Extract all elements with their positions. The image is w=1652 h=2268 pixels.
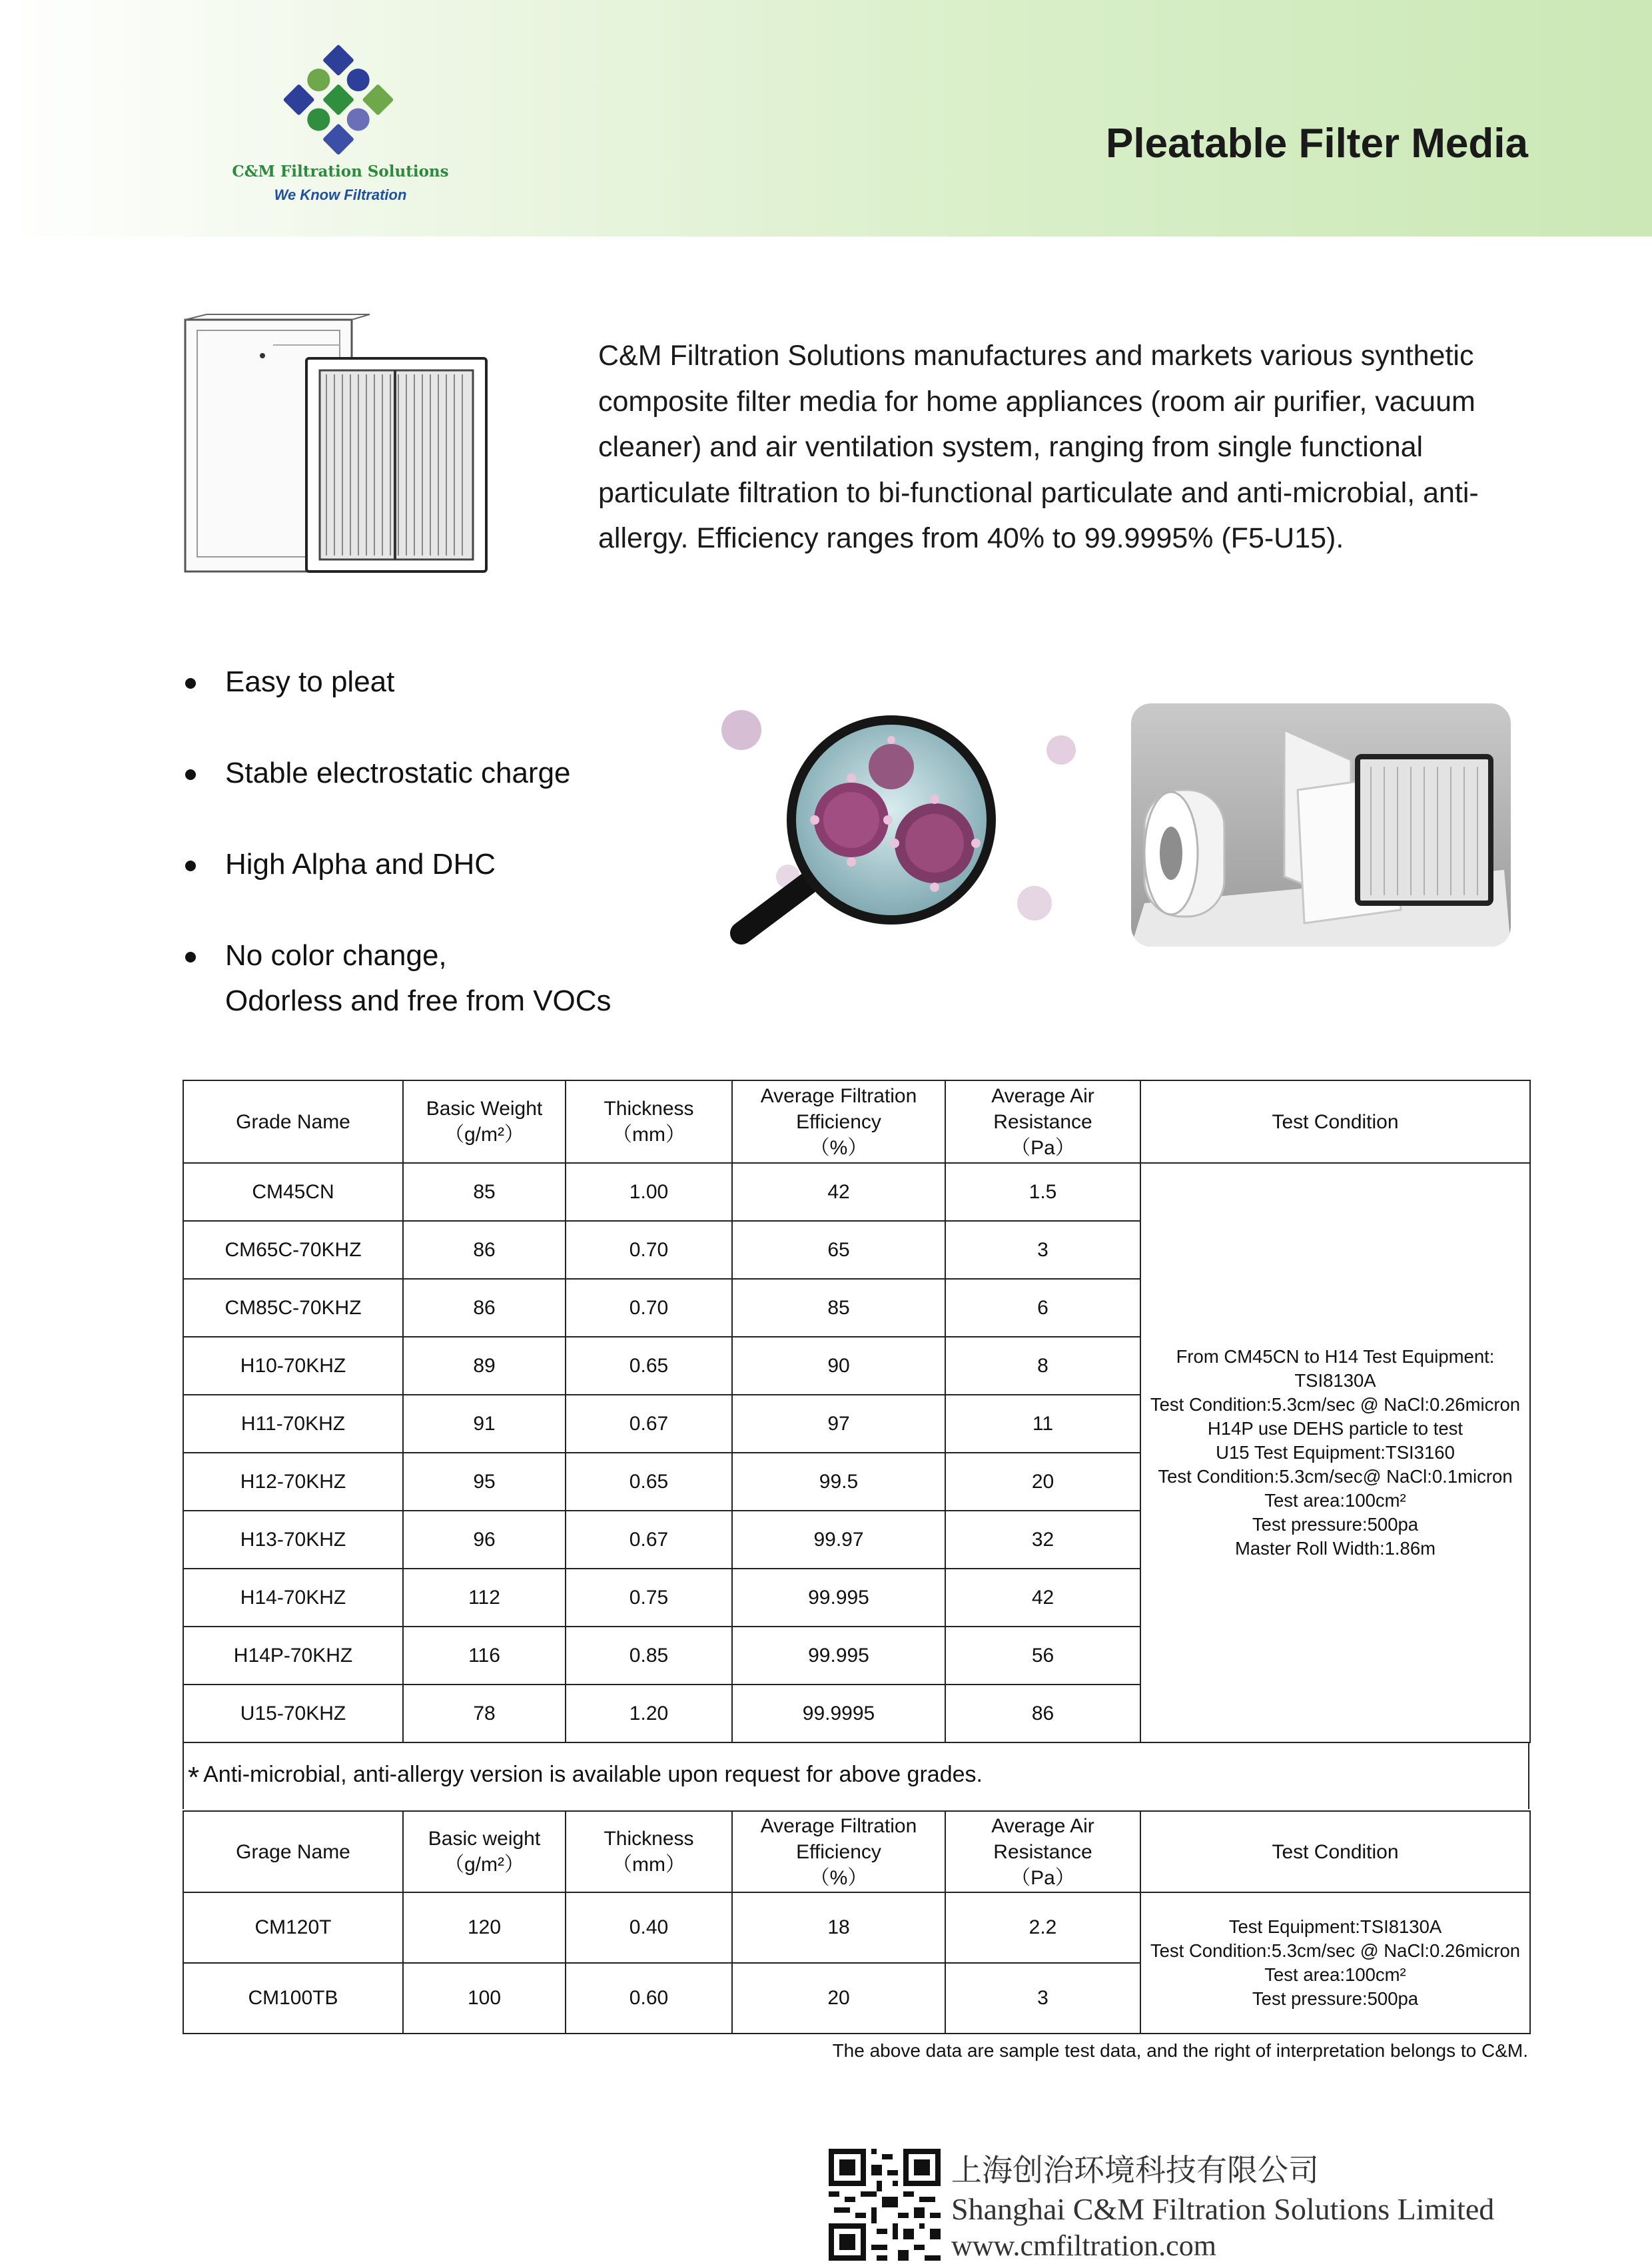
column-header: Basic Weight （g/m²） (403, 1080, 566, 1163)
table-cell: 0.75 (566, 1569, 732, 1627)
table-cell: U15-70KHZ (183, 1685, 403, 1742)
table-cell: H12-70KHZ (183, 1453, 403, 1511)
table-cell: 78 (403, 1685, 566, 1742)
table-cell: 85 (403, 1163, 566, 1221)
table-cell: 0.40 (566, 1892, 732, 1963)
table-cell: H14P-70KHZ (183, 1627, 403, 1685)
table-cell: 2.2 (945, 1892, 1140, 1963)
table-cell: 97 (732, 1395, 945, 1453)
column-header: Thickness （mm） (566, 1080, 732, 1163)
table-cell: 86 (945, 1685, 1140, 1742)
table-cell: 0.70 (566, 1279, 732, 1337)
table-cell: 0.67 (566, 1511, 732, 1569)
table-cell: 99.995 (732, 1569, 945, 1627)
note-asterisk: * (188, 1761, 200, 1794)
note-text: Anti-microbial, anti-allergy version is available upon request for above grades. (203, 1762, 983, 1787)
anti-microbial-spec-table (183, 1810, 1531, 2034)
table-header-row (183, 1811, 1530, 1892)
company-website-link[interactable]: www.cmfiltration.com (951, 2229, 1216, 2262)
feature-text: Easy to pleat (225, 665, 395, 698)
table-cell: 85 (732, 1279, 945, 1337)
column-header: Test Condition (1140, 1811, 1530, 1892)
table-cell: 42 (732, 1163, 945, 1221)
page-title: Pleatable Filter Media (1106, 121, 1528, 167)
column-header: Average Air Resistance （Pa） (945, 1080, 1140, 1163)
air-purifier-sketch-image (180, 313, 500, 583)
table-cell: 20 (945, 1453, 1140, 1511)
table-cell: 86 (403, 1221, 566, 1279)
company-name-chinese: 上海创治环境科技有限公司 (951, 2152, 1319, 2188)
table-cell: CM120T (183, 1892, 403, 1963)
table-cell: 99.5 (732, 1453, 945, 1511)
intro-paragraph: C&M Filtration Solutions manufactures and markets various synthetic composite filter media for home appliances (room air purifier, vacuum cleaner) and air ventilation system, ranging from single functional particulate filtration to bi-functional particulate and anti-microbial, anti-allergy. Efficiency ranges from 40% to 99.9995% (F5-U15). (598, 340, 1479, 554)
table-cell: 18 (732, 1892, 945, 1963)
feature-text: Odorless and free from VOCs (225, 984, 612, 1017)
table-cell: 99.97 (732, 1511, 945, 1569)
column-header: Average Air Resistance （Pa） (945, 1811, 1140, 1892)
table-cell: 42 (945, 1569, 1140, 1627)
anti-microbial-note (188, 1761, 983, 1794)
table-cell: 32 (945, 1511, 1140, 1569)
table-cell: CM85C-70KHZ (183, 1279, 403, 1337)
table-cell: 116 (403, 1627, 566, 1685)
feature-item (180, 751, 713, 796)
table-cell: 8 (945, 1337, 1140, 1395)
feature-text: No color change, (225, 939, 447, 972)
table-cell: H10-70KHZ (183, 1337, 403, 1395)
table-cell: H11-70KHZ (183, 1395, 403, 1453)
company-name-english: Shanghai C&M Filtration Solutions Limited (951, 2192, 1495, 2226)
table-cell: 99.995 (732, 1627, 945, 1685)
feature-item (180, 659, 713, 705)
table-cell: 95 (403, 1453, 566, 1511)
virus-magnifier-image (715, 703, 1094, 946)
table-cell: 0.65 (566, 1453, 732, 1511)
column-header: Grade Name (183, 1080, 403, 1163)
column-header: Average Filtration Efficiency （%） (732, 1811, 945, 1892)
table-cell: 0.65 (566, 1337, 732, 1395)
table-cell: 20 (732, 1963, 945, 2034)
table-header-row (183, 1080, 1530, 1163)
table-cell: 99.9995 (732, 1685, 945, 1742)
table-cell: CM45CN (183, 1163, 403, 1221)
table-cell: 6 (945, 1279, 1140, 1337)
table-cell: 0.70 (566, 1221, 732, 1279)
table-cell: H14-70KHZ (183, 1569, 403, 1627)
table-cell: CM65C-70KHZ (183, 1221, 403, 1279)
feature-item (180, 842, 713, 887)
table-cell: 89 (403, 1337, 566, 1395)
logo-company-name: C&M Filtration Solutions (232, 163, 449, 181)
table-cell: 1.5 (945, 1163, 1140, 1221)
column-header: Test Condition (1140, 1080, 1530, 1163)
column-header: Grage Name (183, 1811, 403, 1892)
column-header: Basic weight （g/m²） (403, 1811, 566, 1892)
feature-text: Stable electrostatic charge (225, 757, 571, 789)
qr-code-icon (829, 2149, 941, 2261)
feature-text: High Alpha and DHC (225, 848, 496, 881)
table-cell: 112 (403, 1569, 566, 1627)
test-condition-cell: From CM45CN to H14 Test Equipment: TSI8130A Test Condition:5.3cm/sec @ NaCl:0.26micron H14P use DEHS particle to test U15 Test Equipment:TSI3160 Test Condition:5.3cm/sec@ NaCl:0.1micron Test area:100cm² Test pressure:500pa Master Roll Width:1.86m (1140, 1163, 1530, 1742)
table-cell: H13-70KHZ (183, 1511, 403, 1569)
test-condition-cell: Test Equipment:TSI8130A Test Condition:5.3cm/sec @ NaCl:0.26micron Test area:100cm² Test pressure:500pa (1140, 1892, 1530, 2034)
table-cell: 1.20 (566, 1685, 732, 1742)
feature-item (180, 933, 713, 1024)
feature-list (180, 659, 713, 1070)
column-header: Average Filtration Efficiency （%） (732, 1080, 945, 1163)
logo-slogan: We Know Filtration (274, 187, 407, 203)
table-row (183, 1892, 1530, 1963)
table-cell: 65 (732, 1221, 945, 1279)
table-cell: 90 (732, 1337, 945, 1395)
table-cell: 1.00 (566, 1163, 732, 1221)
table-cell: 0.85 (566, 1627, 732, 1685)
table-cell: 3 (945, 1963, 1140, 2034)
column-header: Thickness （mm） (566, 1811, 732, 1892)
table-cell: 0.60 (566, 1963, 732, 2034)
table-row (183, 1163, 1530, 1221)
table-cell: 0.67 (566, 1395, 732, 1453)
table-cell: 3 (945, 1221, 1140, 1279)
table-cell: 100 (403, 1963, 566, 2034)
filter-media-products-image (1131, 703, 1511, 946)
table-cell: 96 (403, 1511, 566, 1569)
table-cell: 56 (945, 1627, 1140, 1685)
table-cell: CM100TB (183, 1963, 403, 2034)
table-cell: 86 (403, 1279, 566, 1337)
filter-media-spec-table (183, 1080, 1531, 1743)
table-cell: 91 (403, 1395, 566, 1453)
table-cell: 11 (945, 1395, 1140, 1453)
disclaimer-text: The above data are sample test data, and the right of interpretation belongs to C&M. (832, 2040, 1528, 2061)
table-cell: 120 (403, 1892, 566, 1963)
